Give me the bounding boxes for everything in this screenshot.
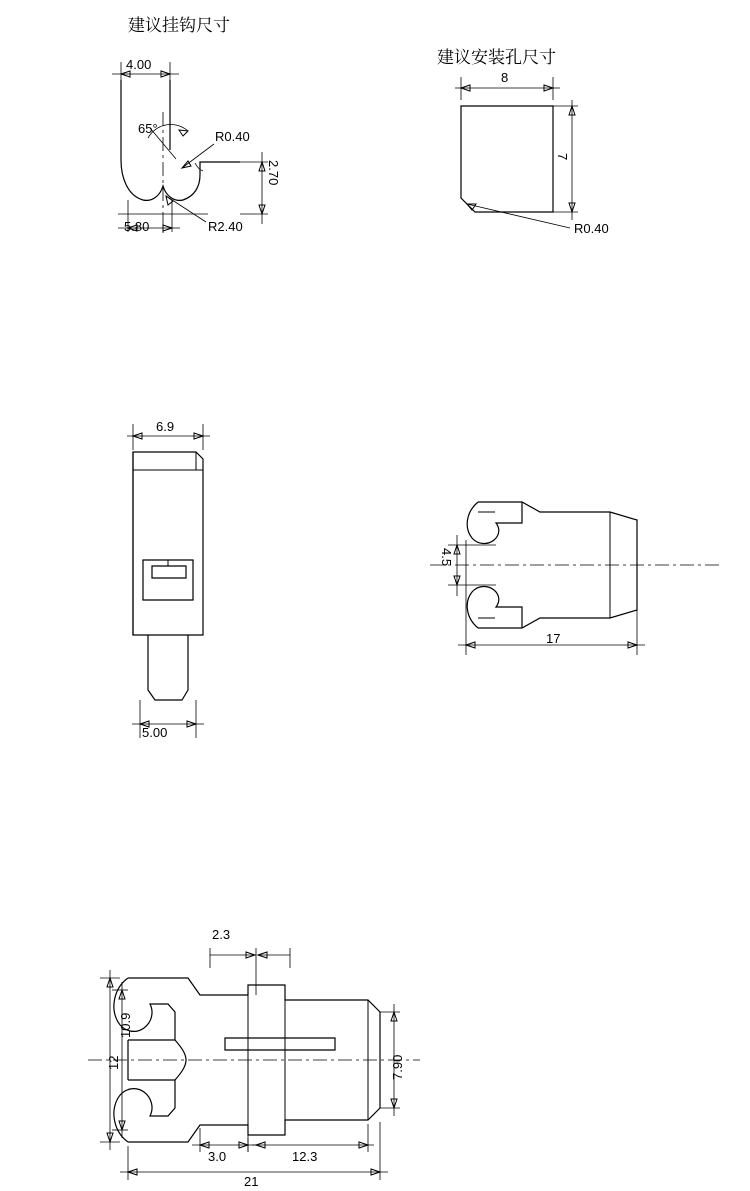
side-view-geometry <box>430 502 720 655</box>
dim-top-3-0: 3.0 <box>208 1149 227 1164</box>
dim-hook-r2-40: R2.40 <box>208 219 243 234</box>
hook-detail-geometry <box>112 62 268 236</box>
dim-top-7-90: 7.90 <box>390 1054 405 1080</box>
dim-front-6-9: 6.9 <box>156 419 175 434</box>
dim-hole-7: 7 <box>555 153 570 161</box>
dim-side-4-5: 4.5 <box>439 548 454 567</box>
dim-side-17: 17 <box>546 631 561 646</box>
dim-front-5-00: 5.00 <box>142 725 168 740</box>
dim-top-12-3: 12.3 <box>292 1149 318 1164</box>
dim-hook-angle-65: 65° <box>138 121 158 136</box>
dim-hole-8: 8 <box>501 70 509 85</box>
dim-top-21: 21 <box>244 1174 259 1189</box>
dim-hook-4-00: 4.00 <box>126 57 152 72</box>
dim-hook-r0-40: R0.40 <box>215 129 250 144</box>
dim-hook-2-70: 2.70 <box>266 160 281 186</box>
dim-hook-5-80: 5.80 <box>124 219 150 234</box>
dim-hole-r0-40: R0.40 <box>574 221 609 236</box>
hook-detail-title: 建议挂钩尺寸 <box>128 16 230 35</box>
mounting-hole-title: 建议安装孔尺寸 <box>437 48 556 67</box>
dim-top-12: 12 <box>106 1055 121 1070</box>
top-view-geometry <box>88 948 420 1180</box>
dim-top-10-9: 10.9 <box>118 1012 133 1038</box>
front-view-geometry <box>127 424 210 738</box>
dim-top-2-3: 2.3 <box>212 927 231 942</box>
